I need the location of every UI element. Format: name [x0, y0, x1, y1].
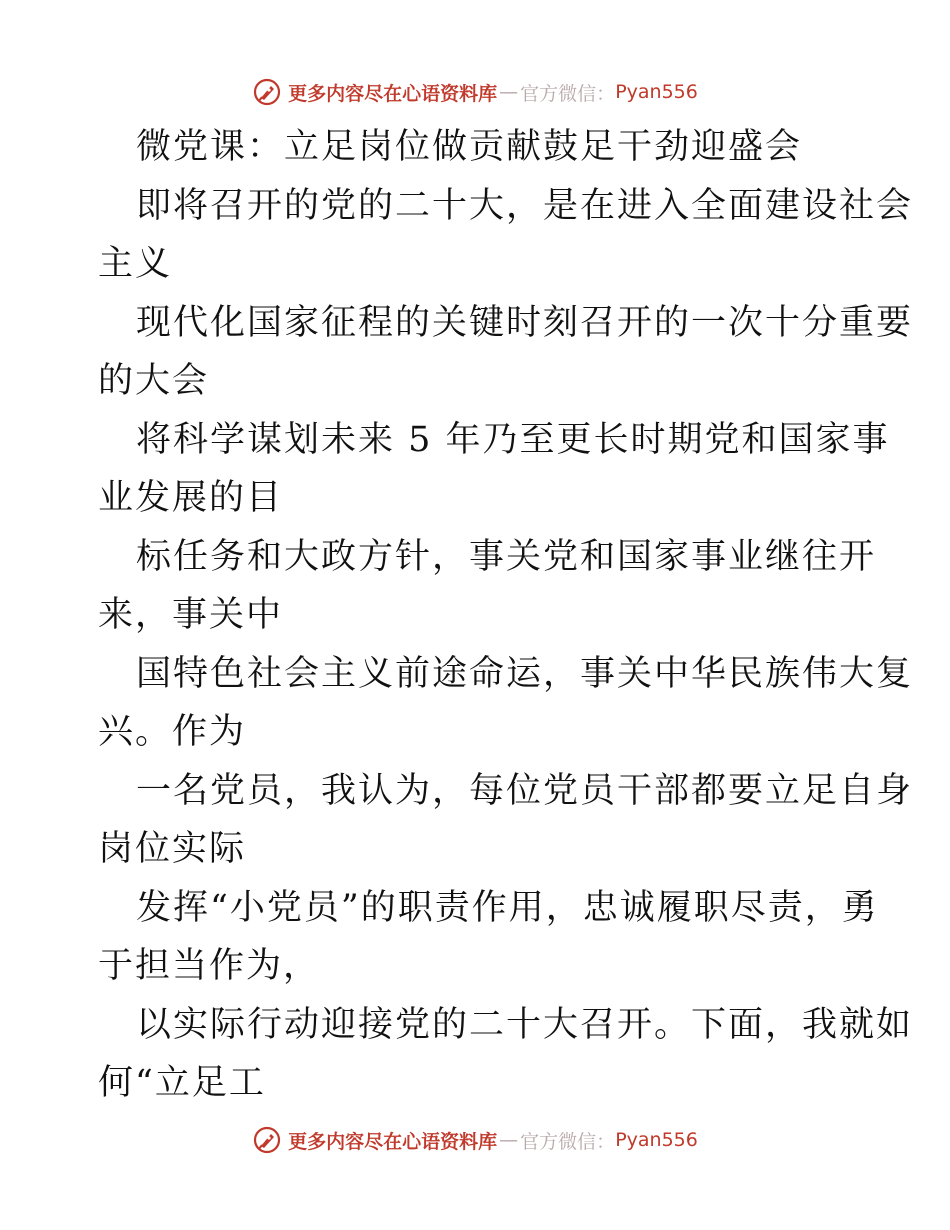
paragraph-line: 主义 [98, 244, 173, 284]
header-brand-text: 更多内容尽在心语资料库 [288, 82, 498, 105]
footer-separator: — [499, 1129, 519, 1151]
paragraph-line: 现代化国家征程的关键时刻召开的一次十分重要 [136, 302, 914, 343]
footer-wechat-id: Pyan556 [615, 1129, 698, 1151]
pen-nib-logo-icon [252, 1125, 282, 1155]
header-separator: — [499, 81, 519, 103]
paragraph-line: 即将召开的党的二十大，是在进入全面建设社会 [136, 185, 914, 226]
paragraph-line: 于担当作为， [98, 946, 321, 986]
document-body [98, 118, 914, 1113]
paragraph-line: 国特色社会主义前途命运，事关中华民族伟大复 [136, 653, 914, 694]
footer-banner [0, 1120, 950, 1160]
paragraph-line: 来，事关中 [98, 595, 284, 635]
document-title: 微党课：立足岗位做贡献鼓足干劲迎盛会 [136, 127, 803, 167]
paragraph-line: 将科学谋划未来 5 年乃至更长时期党和国家事 [136, 419, 890, 460]
header-label: 官方微信： [520, 82, 616, 105]
paragraph-line: 标任务和大政方针，事关党和国家事业继往开 [136, 536, 877, 577]
header-banner [0, 72, 950, 112]
header-wechat-id: Pyan556 [615, 81, 698, 103]
pen-nib-logo-icon [252, 77, 282, 107]
paragraph-line: 何“立足工 [98, 1063, 266, 1103]
paragraph-line: 以实际行动迎接党的二十大召开。下面，我就如 [136, 1004, 914, 1045]
footer-brand-text: 更多内容尽在心语资料库 [288, 1130, 498, 1153]
paragraph-line: 的大会 [98, 361, 210, 401]
paragraph-line: 一名党员，我认为，每位党员干部都要立足自身 [136, 770, 914, 811]
paragraph-line: 业发展的目 [98, 478, 284, 518]
paragraph-line: 岗位实际 [98, 829, 247, 869]
paragraph-line: 发挥“小党员”的职责作用，忠诚履职尽责，勇 [136, 887, 879, 928]
paragraph-line: 兴。作为 [98, 712, 247, 752]
footer-label: 官方微信： [520, 1130, 616, 1153]
